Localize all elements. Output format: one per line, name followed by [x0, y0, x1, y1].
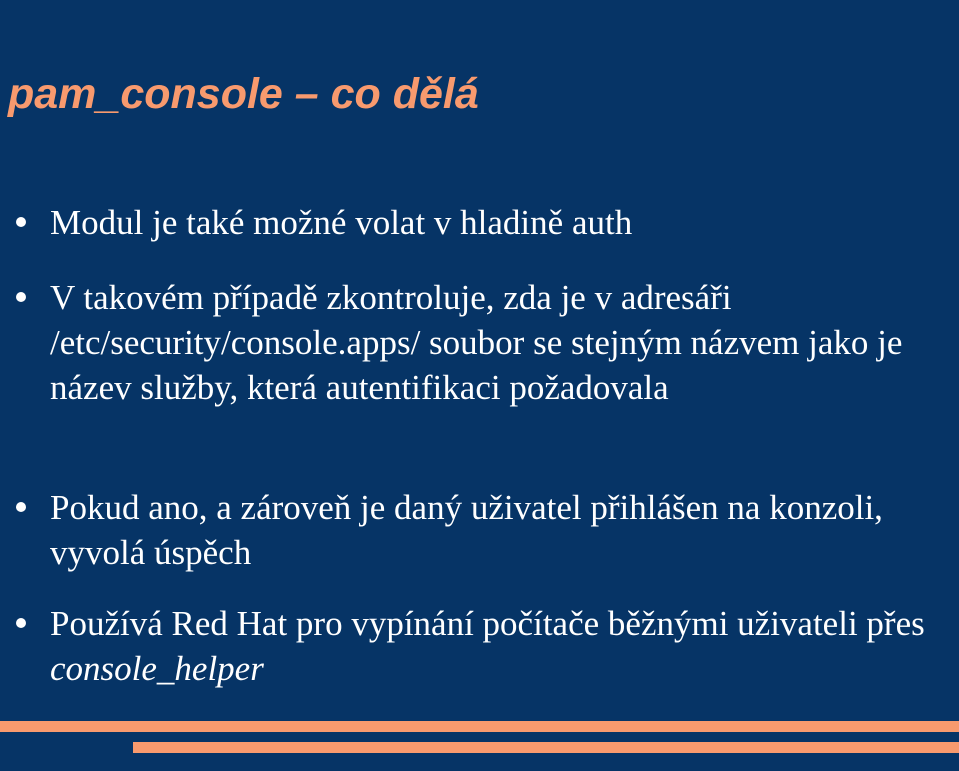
bullet-dot-icon — [16, 217, 26, 227]
accent-bar-bottom — [133, 742, 959, 753]
bullet-emphasis: console_helper — [50, 649, 264, 688]
bullet-text: Používá Red Hat pro vypínání počítače běžnými uživateli přes — [50, 604, 925, 643]
bullet-dot-icon — [16, 618, 26, 628]
bullet-item — [50, 275, 930, 410]
bullet-text: Pokud ano, a zároveň je daný uživatel přihlášen na konzoli, vyvolá úspěch — [50, 488, 883, 572]
bullet-item — [50, 601, 930, 691]
bullet-text: V takovém případě zkontroluje, zda je v adresáři /etc/security/console.apps/ soubor se stejným názvem jako je název služby, která autentifikaci požadovala — [50, 278, 903, 407]
bullet-dot-icon — [16, 502, 26, 512]
bullet-item — [50, 485, 930, 575]
bullet-item — [50, 200, 930, 245]
bullet-text: Modul je také možné volat v hladině auth — [50, 203, 633, 242]
accent-bar-top — [0, 721, 959, 732]
slide-title: pam_console – co dělá — [8, 70, 479, 118]
bullet-dot-icon — [16, 292, 26, 302]
